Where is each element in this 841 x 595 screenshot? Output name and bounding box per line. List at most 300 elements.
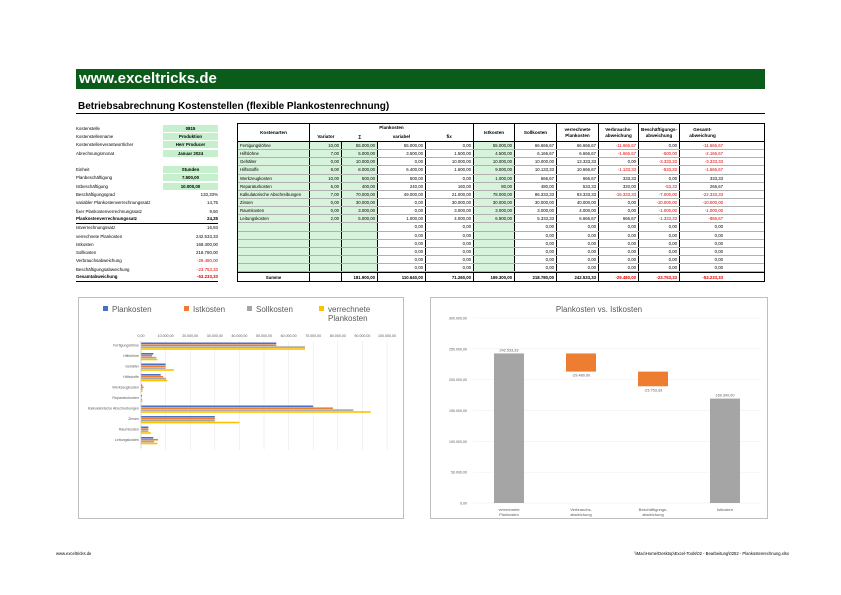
table-row <box>238 215 764 223</box>
table-cell[interactable]: 500,00 <box>342 175 378 182</box>
table-cell: 333,33 <box>709 175 723 181</box>
table-row <box>238 166 764 174</box>
table-cell: 0,00 <box>426 232 474 239</box>
bar <box>141 380 167 382</box>
table-cell: 0,00 <box>714 232 723 238</box>
col-variator: Variator <box>317 133 335 139</box>
bar <box>141 355 152 357</box>
table-cell: 0,00 <box>714 240 723 246</box>
table-row <box>238 183 764 191</box>
table-cell: -1.666,67 <box>599 150 639 157</box>
table-cell: 0,00 <box>639 142 680 149</box>
param-label: Kostenstellenname <box>76 133 114 139</box>
table-cell: 160,00 <box>426 183 474 190</box>
table-cell: 0,00 <box>599 158 639 165</box>
table-cell: 0,00 <box>639 248 680 255</box>
table-cell[interactable] <box>310 232 342 239</box>
bar <box>141 348 305 350</box>
chart-title: Plankosten vs. Istkosten <box>555 305 643 314</box>
table-cell[interactable]: 30.000,00 <box>342 199 378 206</box>
category-label: Zinsen <box>128 417 139 421</box>
table-cell: 0,00 <box>599 264 639 271</box>
cost-table <box>237 123 765 282</box>
table-cell[interactable] <box>238 232 310 239</box>
table-cell: 0,00 <box>599 232 639 239</box>
table-cell: 10.133,33 <box>515 166 557 173</box>
table-cell: 30.000,00 <box>426 199 474 206</box>
category-label: verrechnete Plankosten <box>498 507 520 517</box>
param-value[interactable]: Herr Producer <box>163 141 218 148</box>
table-cell: 0,00 <box>426 256 474 263</box>
table-cell: -2.166,67 <box>704 151 723 157</box>
table-cell: 0,00 <box>714 265 723 271</box>
table-cell[interactable] <box>474 223 515 230</box>
param-label: Istbeschäftigung <box>76 183 108 189</box>
waterfall-bar <box>494 353 524 503</box>
table-cell: 0,00 <box>378 256 426 263</box>
table-cell[interactable]: 30.000,00 <box>474 199 515 206</box>
col-kostenarten: Kostenarten <box>238 124 310 141</box>
table-cell: 0,00 <box>639 232 680 239</box>
bar <box>141 343 276 345</box>
legend-label: Sollkosten <box>256 305 293 314</box>
table-cell[interactable] <box>310 264 342 271</box>
table-cell[interactable]: 9.000,00 <box>474 166 515 173</box>
bar <box>141 441 154 443</box>
bar <box>141 376 163 378</box>
param-row <box>76 190 218 198</box>
table-cell: 0,00 <box>378 248 426 255</box>
param-label: Verbrauchsabweichung <box>76 258 122 264</box>
legend-swatch <box>184 306 189 311</box>
table-cell: 93.333,33 <box>557 191 599 198</box>
param-label: Beschäftigungsgrad <box>76 192 115 198</box>
table-cell: 3.000,00 <box>515 207 557 214</box>
bar <box>141 443 157 445</box>
table-cell[interactable]: 5.000,00 <box>342 150 378 157</box>
param-value: -29.480,00 <box>197 258 218 264</box>
category-label: Hilfsstoffe <box>123 375 139 379</box>
table-cell: 0,00 <box>426 240 474 247</box>
param-value[interactable]: Produktion <box>163 133 218 140</box>
table-cell[interactable] <box>238 240 310 247</box>
table-cell[interactable]: 10,00 <box>310 175 342 182</box>
table-cell: -3.333,33 <box>704 159 723 165</box>
x-tick-label: 30.000,00 <box>206 334 223 338</box>
table-cell: 0,00 <box>378 240 426 247</box>
table-cell: 6.400,00 <box>378 166 426 173</box>
table-cell[interactable] <box>238 256 310 263</box>
sum-cell <box>310 273 342 281</box>
param-row <box>76 174 218 182</box>
table-cell: 40.000,00 <box>557 199 599 206</box>
table-cell: 0,00 <box>599 207 639 214</box>
table-cell: -1.000,00 <box>639 207 680 214</box>
table-cell: -1.666,67 <box>704 167 723 173</box>
bar <box>141 439 158 441</box>
table-cell: 0,00 <box>599 240 639 247</box>
table-cell[interactable] <box>474 256 515 263</box>
table-cell[interactable]: Kalkulatorische Abschreibungen <box>238 191 310 198</box>
table-cell[interactable]: 8,00 <box>310 166 342 173</box>
legend-label: Plankosten <box>112 305 152 314</box>
table-cell[interactable]: Raumkosten <box>238 207 310 214</box>
param-label: Gesamtabweichung <box>76 274 118 280</box>
table-cell: -500,00 <box>639 150 680 157</box>
table-cell: -3.333,33 <box>639 158 680 165</box>
category-label: Reparaturkosten <box>112 396 139 400</box>
sum-cell: 71.260,00 <box>426 273 474 281</box>
table-cell[interactable] <box>474 264 515 271</box>
bar <box>141 357 156 359</box>
legend-label: Istkosten <box>193 305 226 314</box>
table-cell[interactable]: 55.000,00 <box>474 142 515 149</box>
table-cell[interactable]: 7,00 <box>310 150 342 157</box>
bar <box>141 407 333 409</box>
parameter-panel <box>76 124 218 282</box>
table-cell: 0,00 <box>557 232 599 239</box>
table-cell: 4.000,00 <box>426 215 474 222</box>
param-value: 9,50 <box>209 208 218 214</box>
sum-cell: 242.533,33 <box>557 273 599 281</box>
param-value: 24,25 <box>207 216 218 222</box>
param-value[interactable]: 7.500,00 <box>163 174 218 181</box>
cost-comparison-svg <box>79 298 403 518</box>
param-row <box>76 273 218 281</box>
table-row <box>238 240 764 248</box>
x-tick-label: 50.000,00 <box>256 334 272 338</box>
table-cell: 0,00 <box>378 223 426 230</box>
table-cell[interactable] <box>342 223 378 230</box>
table-cell: 0,00 <box>557 256 599 263</box>
param-label: Einheit <box>76 167 90 173</box>
param-label: Beschäftigungsabweichung <box>76 266 130 272</box>
site-banner: www.exceltricks.de <box>76 69 765 89</box>
table-cell: 666,67 <box>515 175 557 182</box>
table-cell[interactable]: Fertigungslöhne <box>238 142 310 149</box>
table-cell: 0,00 <box>714 248 723 254</box>
param-value: -23.753,33 <box>197 266 218 272</box>
y-tick-label: 150.000,00 <box>449 409 467 413</box>
y-tick-label: 100.000,00 <box>449 439 467 444</box>
param-label: Plankostenverrechnungssatz <box>76 216 138 222</box>
table-cell: 320,00 <box>599 183 639 190</box>
table-cell[interactable] <box>310 256 342 263</box>
param-row <box>76 207 218 215</box>
table-cell[interactable]: Reparaturkosten <box>238 183 310 190</box>
waterfall-bar <box>710 399 740 503</box>
table-cell[interactable] <box>342 256 378 263</box>
bar <box>141 432 151 434</box>
table-cell[interactable]: 10.000,00 <box>342 158 378 165</box>
category-label: Istkosten <box>716 507 734 512</box>
bar <box>141 386 143 388</box>
table-sum-row <box>238 272 764 281</box>
table-body <box>238 142 764 272</box>
param-row <box>76 165 218 173</box>
param-row <box>76 199 218 207</box>
col-istkosten: Istkosten <box>474 124 515 141</box>
col-variabel: variabel <box>392 133 411 139</box>
table-cell[interactable] <box>238 264 310 271</box>
table-cell[interactable]: 10.000,00 <box>474 158 515 165</box>
param-label: Planbeschäftigung <box>76 175 113 181</box>
category-label: Verbrauchs-abweichung <box>570 507 592 517</box>
table-cell: 86.333,33 <box>515 191 557 198</box>
bar <box>141 416 215 418</box>
table-cell: 0,00 <box>557 248 599 255</box>
bar <box>141 409 353 411</box>
table-cell: 13.333,33 <box>557 158 599 165</box>
table-cell: 0,00 <box>515 248 557 255</box>
table-cell: 66.666,67 <box>557 142 599 149</box>
table-cell[interactable] <box>474 248 515 255</box>
table-cell: -10.000,00 <box>639 199 680 206</box>
table-cell: -7.000,00 <box>639 191 680 198</box>
table-cell: -533,33 <box>639 166 680 173</box>
col-sum: ∑ <box>358 133 362 139</box>
table-cell[interactable]: 70.000,00 <box>342 191 378 198</box>
table-cell[interactable]: 400,00 <box>342 183 378 190</box>
table-row <box>238 207 764 215</box>
bar <box>141 437 153 439</box>
table-cell: 6.166,67 <box>515 150 557 157</box>
table-cell: 0,00 <box>515 232 557 239</box>
table-cell: 1.000,00 <box>378 215 426 222</box>
table-cell[interactable]: 6.900,00 <box>474 215 515 222</box>
table-cell[interactable] <box>310 223 342 230</box>
waterfall-bar <box>566 353 596 371</box>
table-cell: 0,00 <box>515 223 557 230</box>
x-tick-label: 90.000,00 <box>354 334 371 338</box>
table-cell: 0,00 <box>426 223 474 230</box>
sum-cell: 110.640,00 <box>378 273 426 281</box>
table-cell[interactable] <box>238 248 310 255</box>
legend-swatch <box>247 306 252 311</box>
table-cell[interactable]: 5.000,00 <box>342 215 378 222</box>
data-label: 242.533,33 <box>499 348 519 353</box>
bar <box>141 430 148 432</box>
col-sollkosten: Sollkosten <box>515 124 557 141</box>
table-cell: 66.666,67 <box>515 142 557 149</box>
sum-cell: 218.780,00 <box>515 273 557 281</box>
table-cell: 0,00 <box>426 142 474 149</box>
legend-label: verrechnete Plankosten <box>328 305 371 323</box>
param-label: Abrechnungsmonat <box>76 150 115 156</box>
param-value: 242.533,33 <box>196 233 218 239</box>
table-cell[interactable]: 2,00 <box>310 215 342 222</box>
table-cell[interactable]: 0,00 <box>310 158 342 165</box>
table-cell[interactable]: 80,00 <box>474 183 515 190</box>
param-value: 218.780,00 <box>196 250 218 256</box>
table-cell[interactable]: 1.000,00 <box>474 175 515 182</box>
table-cell[interactable] <box>342 248 378 255</box>
table-cell: -1.133,33 <box>599 166 639 173</box>
table-row <box>238 199 764 207</box>
table-cell: 4.000,00 <box>557 207 599 214</box>
table-cell: 0,00 <box>378 264 426 271</box>
param-value[interactable]: 0815 <box>163 125 218 132</box>
table-cell[interactable]: Zinsen <box>238 199 310 206</box>
table-cell[interactable] <box>342 232 378 239</box>
table-cell: -22.333,33 <box>702 191 723 197</box>
category-label: Raumkosten <box>118 427 139 432</box>
table-cell[interactable] <box>238 223 310 230</box>
table-cell[interactable]: 6,00 <box>310 183 342 190</box>
table-cell: 0,00 <box>426 264 474 271</box>
category-label: Fertigungslöhne <box>113 343 139 348</box>
param-row <box>76 149 218 157</box>
param-row <box>76 248 218 256</box>
table-cell[interactable]: Hilfsstoffe <box>238 166 310 173</box>
param-value[interactable]: 10.000,00 <box>163 183 218 190</box>
param-value: -53.233,33 <box>197 274 218 280</box>
param-value[interactable]: Stunden <box>163 166 218 173</box>
bar <box>141 422 239 424</box>
sum-cell: -29.480,00 <box>599 273 639 281</box>
table-cell: 6.666,67 <box>557 150 599 157</box>
table-cell: 480,00 <box>515 183 557 190</box>
bar <box>141 427 148 429</box>
y-tick-label: 50.000,00 <box>451 470 467 475</box>
table-cell[interactable] <box>342 240 378 247</box>
bar <box>141 406 313 408</box>
table-cell: 6.666,67 <box>557 215 599 222</box>
table-cell[interactable]: 78.000,00 <box>474 191 515 198</box>
table-cell: -53,33 <box>639 183 680 190</box>
table-row <box>238 150 764 158</box>
table-cell[interactable]: 55.000,00 <box>342 142 378 149</box>
param-value: 133,33% <box>200 192 218 198</box>
param-row <box>76 182 218 190</box>
table-cell: 0,00 <box>557 264 599 271</box>
table-cell[interactable] <box>474 240 515 247</box>
col-gesamt: Gesamt- abweichung <box>689 127 716 138</box>
footer-right: \\Mac\Home\Desktop\Excel-Tools\02 - Bearbeitung\0252 - Plankostenrechnung.xlsx <box>634 551 789 556</box>
data-label: -23.753,33 <box>643 388 663 393</box>
table-cell: -10.000,00 <box>702 200 723 206</box>
param-value: 169.300,00 <box>196 241 218 247</box>
category-label: Beschäftigungs-abweichung <box>638 507 668 517</box>
param-gap <box>76 157 218 165</box>
table-cell: 0,00 <box>714 224 723 230</box>
table-cell: 0,00 <box>599 199 639 206</box>
param-row <box>76 132 218 140</box>
table-cell[interactable]: 4.500,00 <box>474 150 515 157</box>
x-tick-label: 0,00 <box>137 334 145 338</box>
table-row <box>238 223 764 231</box>
table-cell: 1.500,00 <box>426 150 474 157</box>
table-header <box>238 124 764 142</box>
y-tick-label: 0,00 <box>460 501 467 506</box>
table-cell[interactable]: Gehälter <box>238 158 310 165</box>
table-cell[interactable] <box>310 248 342 255</box>
param-label: Kostenstelle <box>76 125 100 131</box>
table-row <box>238 264 764 272</box>
table-cell: -1.333,33 <box>639 215 680 222</box>
bar <box>141 374 161 376</box>
table-cell[interactable]: 3.000,00 <box>474 207 515 214</box>
table-row <box>238 191 764 199</box>
category-label: Werkzeugkosten <box>112 385 139 390</box>
waterfall-svg <box>431 298 767 518</box>
table-cell: 0,00 <box>378 199 426 206</box>
table-row <box>238 256 764 264</box>
table-cell[interactable] <box>310 240 342 247</box>
bar <box>141 428 148 430</box>
x-tick-label: 20.000,00 <box>182 334 199 338</box>
table-cell: -11.666,67 <box>599 142 639 149</box>
legend-swatch <box>103 306 108 311</box>
table-cell[interactable]: 7,00 <box>310 191 342 198</box>
table-cell[interactable]: 0,00 <box>310 207 342 214</box>
param-value: 16,93 <box>207 225 218 231</box>
table-cell: -15.333,33 <box>599 191 639 198</box>
table-cell[interactable]: 10,00 <box>310 142 342 149</box>
waterfall-bar <box>638 372 668 387</box>
param-row <box>76 124 218 132</box>
x-tick-label: 80.000,00 <box>329 334 346 338</box>
table-cell: 55.000,00 <box>378 142 426 149</box>
param-row <box>76 215 218 223</box>
category-label: Kalkulatorische Abschreibungen <box>87 406 139 411</box>
table-cell: 666,67 <box>599 215 639 222</box>
bar <box>141 346 305 348</box>
table-cell: 49.000,00 <box>378 191 426 198</box>
param-value: 14,75 <box>207 200 218 206</box>
param-label: Kostenstellenverantwortlicher <box>76 142 134 148</box>
table-cell: 533,33 <box>557 183 599 190</box>
table-cell[interactable]: 8.000,00 <box>342 166 378 173</box>
category-label: Hilfslöhne <box>123 354 139 358</box>
sum-cell: -23.753,33 <box>639 273 680 281</box>
col-verbrauch: Verbrauchs- abweichung <box>599 124 639 141</box>
table-cell: 3.500,00 <box>378 150 426 157</box>
table-cell: 0,00 <box>515 240 557 247</box>
bar <box>141 359 157 361</box>
param-row <box>76 224 218 232</box>
x-tick-label: 70.000,00 <box>305 334 322 338</box>
x-tick-label: 60.000,00 <box>280 334 297 338</box>
table-cell: -866,67 <box>708 216 723 222</box>
title-divider <box>76 113 765 114</box>
table-cell[interactable] <box>342 264 378 271</box>
table-cell: 0,00 <box>557 223 599 230</box>
table-cell[interactable]: 3.000,00 <box>342 207 378 214</box>
table-cell[interactable]: Werkzeugkosten <box>238 175 310 182</box>
table-cell[interactable]: 0,00 <box>310 199 342 206</box>
bar <box>141 365 166 367</box>
table-cell[interactable]: Hilfslöhne <box>238 150 310 157</box>
param-value[interactable]: Januar 2024 <box>163 150 218 157</box>
table-cell: 0,00 <box>426 248 474 255</box>
table-cell[interactable] <box>474 232 515 239</box>
table-cell: 0,00 <box>426 175 474 182</box>
col-fix: fix <box>446 133 452 139</box>
param-row <box>76 141 218 149</box>
table-cell: 21.000,00 <box>426 191 474 198</box>
param-label: variabler Plankostenverrechnungssatz <box>76 200 151 206</box>
table-cell: 5.333,33 <box>515 215 557 222</box>
table-cell[interactable]: Leitungskosten <box>238 215 310 222</box>
waterfall-chart <box>430 297 768 519</box>
table-cell: 10.000,00 <box>515 158 557 165</box>
bar <box>141 418 215 420</box>
bar <box>141 344 276 346</box>
y-tick-label: 250.000,00 <box>449 347 467 352</box>
table-cell: 240,00 <box>378 183 426 190</box>
x-tick-label: 10.000,00 <box>157 334 174 338</box>
